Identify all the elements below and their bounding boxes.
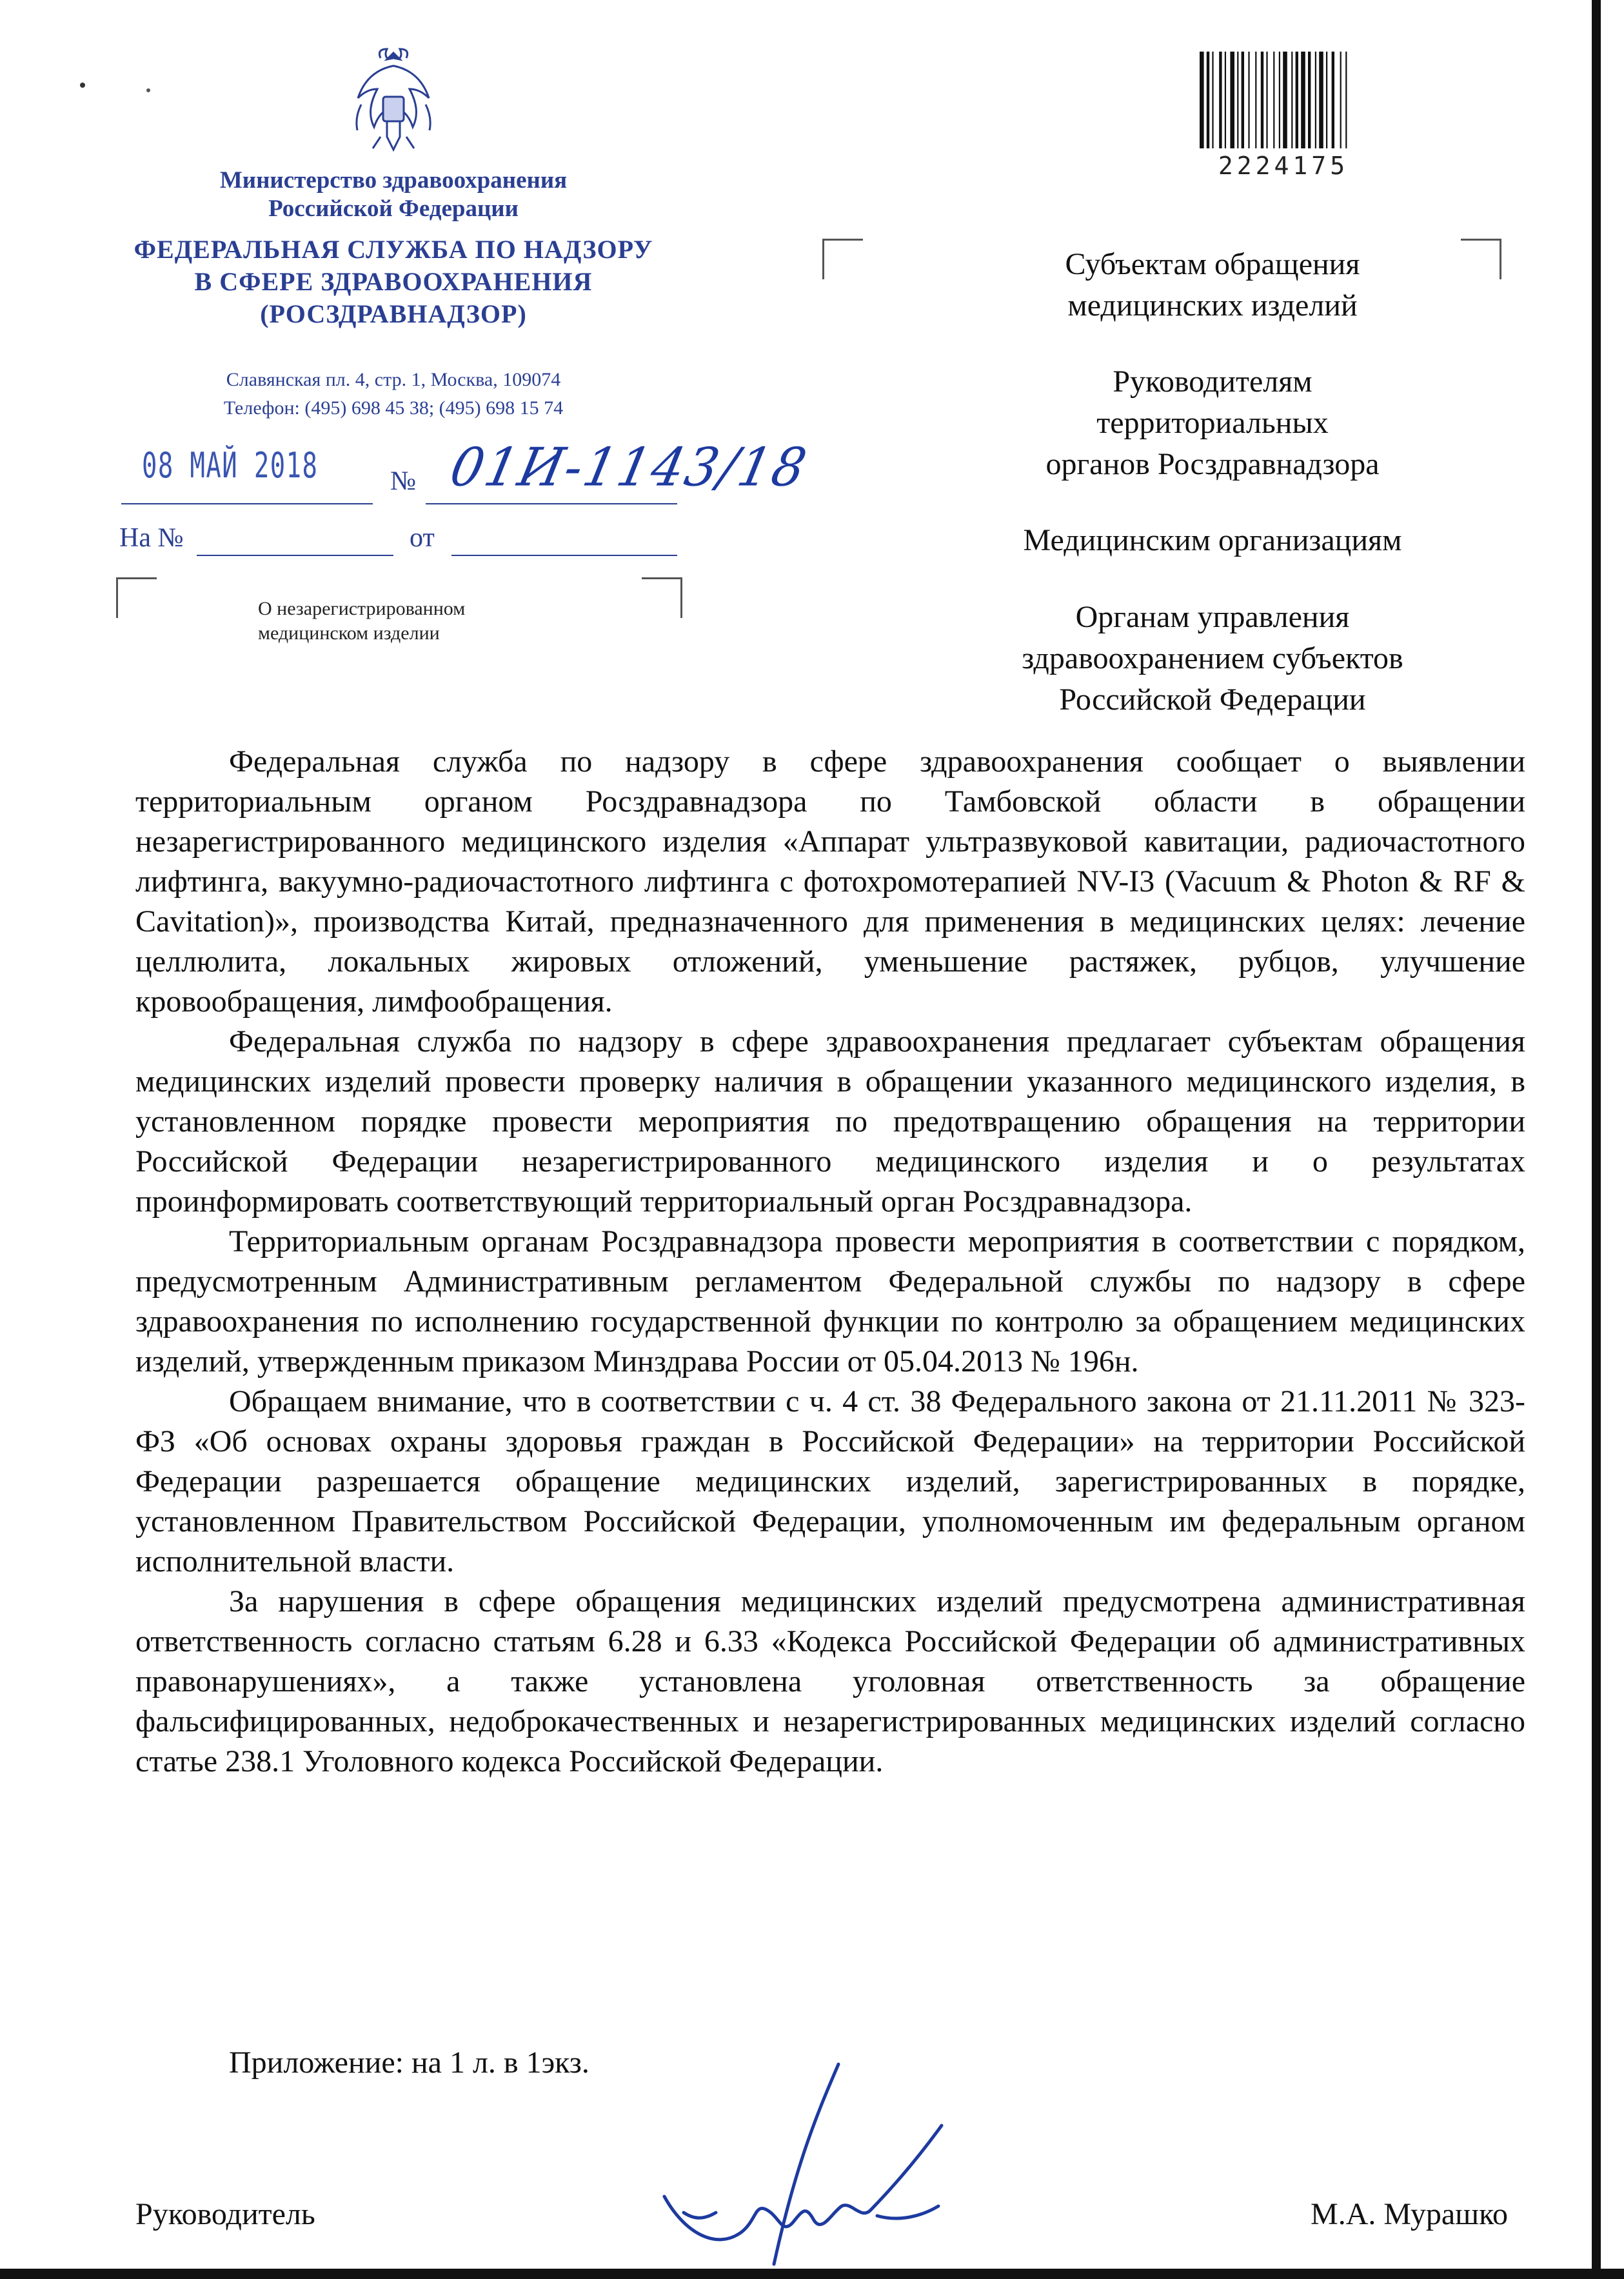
addressee-2-line-2: территориальных bbox=[1096, 406, 1329, 440]
barcode-icon bbox=[1200, 52, 1400, 148]
barcode-bar bbox=[1315, 52, 1316, 148]
addressee-3-line-1: Медицинским организациям bbox=[1023, 523, 1402, 557]
barcode-bar bbox=[1273, 52, 1274, 148]
service-line-1: ФЕДЕРАЛЬНАЯ СЛУЖБА ПО НАДЗОРУ bbox=[134, 235, 653, 264]
body-paragraph-2: Федеральная служба по надзору в сфере здравоохранения предлагает субъектам обращения медицинских изделий провести проверку наличия в обращении указанного медицинского изделия, в установленном порядке провести мероприятия по предотвращению обращения на территории Российской Федерации незарегистрированного медицинского изделия и о результатах проинформировать соответствующий территориальный орган Росздравнадзора. bbox=[135, 1024, 1525, 1219]
letterhead-address: Славянская пл. 4, стр. 1, Москва, 109074 bbox=[226, 369, 561, 390]
barcode-number: 2224175 bbox=[1218, 152, 1349, 180]
addressee-1 bbox=[890, 244, 1535, 326]
reply-to-label: На № bbox=[119, 523, 184, 553]
barcode-bar bbox=[1219, 52, 1222, 148]
attachment-note: Приложение: на 1 л. в 1экз. bbox=[229, 2045, 589, 2080]
barcode-bar bbox=[1291, 52, 1292, 148]
coat-of-arms-icon bbox=[342, 40, 445, 163]
ministry-name bbox=[116, 166, 671, 223]
number-sign: № bbox=[390, 466, 417, 496]
body-paragraph-1: Федеральная служба по надзору в сфере здравоохранения сообщает о выявлении территориальным органом Росздравнадзора по Тамбовской области в обращении незарегистрированного медицинского изделия «Аппарат ультразвуковой кавитации, радиочастотного лифтинга, вакуумно-радиочастотного лифтинга с фотохромотерапией NV-I3 (Vacuum & Photon & RF & Cavitation)», производства Китай, предназначенного для применения в медицинских целях: лечение целлюлита, локальных жировых отложений, уменьшение растяжек, рубцов, улучшение кровообращения, лимфообращения. bbox=[135, 744, 1525, 1019]
subject-line-2: медицинском изделии bbox=[258, 622, 440, 644]
service-line-2: В СФЕРЕ ЗДРАВООХРАНЕНИЯ bbox=[194, 267, 593, 296]
barcode-bar bbox=[1283, 52, 1287, 148]
barcode-bar bbox=[1332, 52, 1334, 148]
barcode-bar bbox=[1237, 52, 1238, 148]
subject-corner-left bbox=[116, 577, 157, 618]
barcode-bar bbox=[1242, 52, 1244, 148]
body-paragraph-4: Обращаем внимание, что в соответствии с ч. 4 ст. 38 Федерального закона от 21.11.2011 № 323-ФЗ «Об основах охраны здоровья граждан в Российской Федерации» на территории Российской Федерации разрешается обращение медицинских изделий, зарегистрированных в порядке, установленном Правительством Российской Федерации, уполномоченным им федеральным органом исполнительной власти. bbox=[135, 1384, 1525, 1578]
service-name bbox=[116, 234, 671, 330]
barcode-bar bbox=[1230, 52, 1234, 148]
addressee-4-line-1: Органам управления bbox=[1075, 600, 1350, 634]
addressee-4-line-3: Российской Федерации bbox=[1059, 682, 1366, 717]
addressee-1-line-2: медицинских изделий bbox=[1067, 288, 1358, 323]
letterhead-contacts bbox=[116, 366, 671, 423]
barcode-bar bbox=[1296, 52, 1298, 148]
barcode-bar bbox=[1301, 52, 1305, 148]
addressee-4-line-2: здравоохранением субъектов bbox=[1022, 641, 1403, 675]
body-paragraph-5: За нарушения в сфере обращения медицинских изделий предусмотрена административная ответственность согласно статьям 6.28 и 6.33 «Кодекса Российской Федерации об административных правонарушениях», а также установлена уголовная ответственность за обращение фальсифицированных, недоброкачественных и незарегистрированных медицинских изделий согласно статье 238.1 Уголовного кодекса Российской Федерации. bbox=[135, 1584, 1525, 1778]
signatory-position: Руководитель bbox=[135, 2197, 315, 2231]
barcode-bar bbox=[1345, 52, 1347, 148]
date-underline bbox=[121, 503, 373, 504]
addressee-corner-left bbox=[822, 239, 863, 279]
barcode-bar bbox=[1319, 52, 1323, 148]
barcode-bar bbox=[1340, 52, 1342, 148]
ministry-line-2: Российской Федерации bbox=[268, 195, 519, 222]
addressee-4 bbox=[890, 597, 1535, 721]
barcode-bar bbox=[1248, 52, 1249, 148]
signatory-name: М.А. Мурашко bbox=[1311, 2197, 1508, 2231]
date-stamp: 08 МАЙ 2018 bbox=[142, 445, 319, 486]
ministry-line-1: Министерство здравоохранения bbox=[219, 167, 568, 194]
addressee-3 bbox=[890, 520, 1535, 561]
barcode-bar bbox=[1266, 52, 1267, 148]
body-paragraph-3: Территориальным органам Росздравнадзора провести мероприятия в соответствии с порядком, предусмотренным Административным регламентом Федеральной службы по надзору в сфере здравоохранения по исполнению государственной функции по контролю за обращением медицинских изделий, утвержденным приказом Минздрава России от 05.04.2013 № 196н. bbox=[135, 1224, 1525, 1378]
signature-image bbox=[645, 2051, 955, 2271]
reply-to-underline bbox=[197, 555, 393, 556]
letterhead-phone: Телефон: (495) 698 45 38; (495) 698 15 74 bbox=[223, 397, 564, 419]
scan-specks bbox=[32, 71, 161, 97]
number-underline bbox=[426, 503, 677, 504]
barcode-bar bbox=[1200, 52, 1204, 148]
subject-corner-right bbox=[642, 577, 682, 618]
barcode-bar bbox=[1326, 52, 1327, 148]
scan-border-right bbox=[1592, 0, 1601, 2279]
subject-line-1: О незарегистрированном bbox=[258, 598, 466, 619]
from-underline bbox=[451, 555, 677, 556]
subject bbox=[258, 597, 465, 646]
barcode-bar bbox=[1207, 52, 1209, 148]
barcode-bar bbox=[1261, 52, 1263, 148]
barcode-bar bbox=[1279, 52, 1280, 148]
outgoing-number-handwritten: 01И-1143/18 bbox=[444, 437, 813, 499]
barcode-bar bbox=[1225, 52, 1226, 148]
barcode-bar bbox=[1212, 52, 1213, 148]
from-label: от bbox=[410, 523, 435, 553]
barcode-block bbox=[1161, 39, 1406, 187]
letter-body bbox=[135, 742, 1525, 1782]
addressee-2-line-3: органов Росздравнадзора bbox=[1045, 447, 1380, 481]
addressee-2 bbox=[890, 361, 1535, 485]
barcode-bar bbox=[1255, 52, 1256, 148]
barcode-bar bbox=[1308, 52, 1311, 148]
addressee-1-line-1: Субъектам обращения bbox=[1065, 247, 1360, 281]
service-line-3: (РОСЗДРАВНАДЗОР) bbox=[260, 299, 527, 328]
addressee-2-line-1: Руководителям bbox=[1113, 364, 1312, 399]
